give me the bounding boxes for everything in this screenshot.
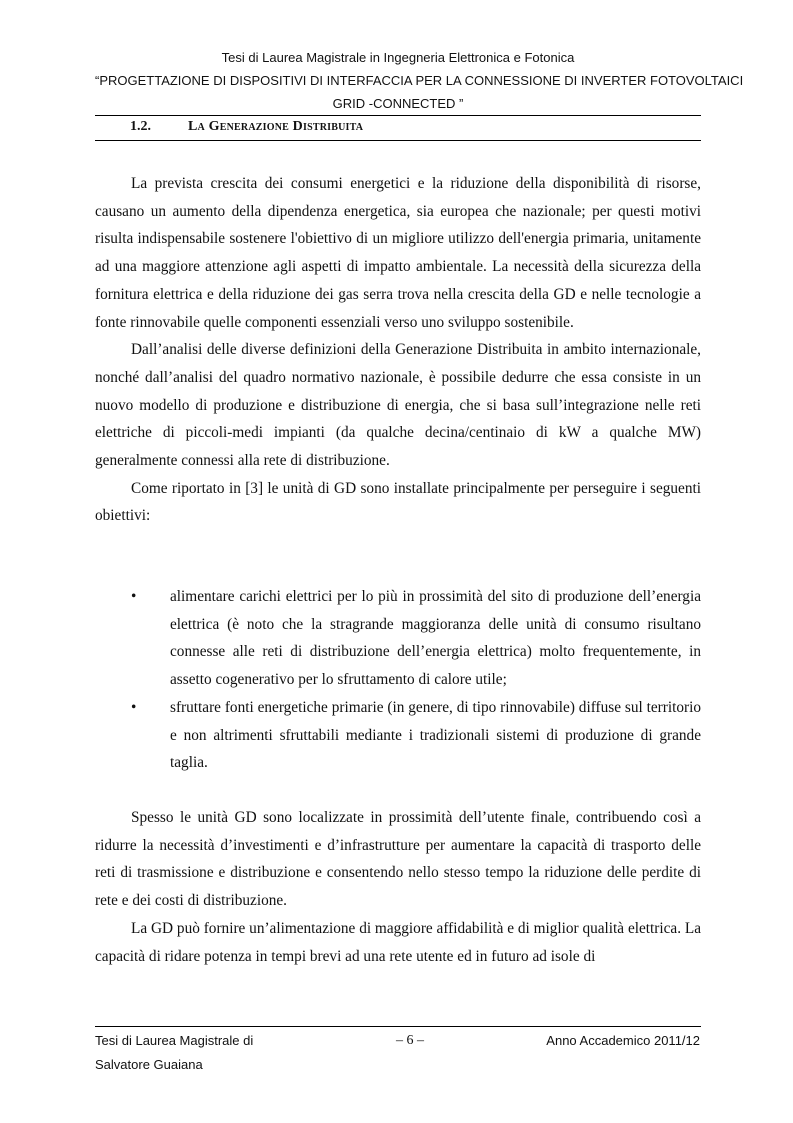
section-number: 1.2. xyxy=(130,119,151,134)
page-number: – 6 – xyxy=(396,1033,424,1048)
header-divider xyxy=(95,115,701,116)
list-item xyxy=(95,694,701,777)
paragraph: La GD può fornire un’alimentazione di maggiore affidabilità e di miglior qualità elettrica. La capacità di ridare potenza in tempi brevi ad una rete utente ed in futuro ad isole di xyxy=(95,919,701,965)
paragraph: Spesso le unità GD sono localizzate in prossimità dell’utente finale, contribuendo così a ridurre la necessità d’investimenti e d’infrastrutture per aumentare la capacità di trasporto delle reti di trasmissione e distribuzione e consentendo nello stesso tempo la riduzione delle perdite di rete e dei costi di distribuzione. xyxy=(95,809,701,910)
footer-author-line-1: Tesi di Laurea Magistrale di xyxy=(95,1033,254,1048)
footer-author-line-2: Salvatore Guaiana xyxy=(95,1057,203,1072)
section-divider xyxy=(95,140,701,141)
section-heading xyxy=(130,117,690,137)
list-item-text: sfruttare fonti energetiche primarie (in genere, di tipo rinnovabile) diffuse sul territorio e non altrimenti sfruttabili mediante i tradizionali sistemi di produzione di grande taglia. xyxy=(170,698,701,772)
list-item-text: alimentare carichi elettrici per lo più in prossimità del sito di produzione dell’energia elettrica (è noto che la stragrande maggioranza delle unità di consumo risultano connesse alle reti di distribuzione dell’energia elettrica) molto frequentemente, in assetto cogenerativo per lo sfruttamento di calore utile; xyxy=(170,588,701,689)
section-title: La Generazione Distribuita xyxy=(188,119,364,134)
bullet-icon: • xyxy=(131,698,137,716)
header-thesis-line: Tesi di Laurea Magistrale in Ingegneria Elettronica e Fotonica xyxy=(221,50,575,65)
header-title-line-2: GRID -CONNECTED ” xyxy=(332,96,464,111)
running-header xyxy=(95,46,744,115)
bullet-icon: • xyxy=(131,588,137,605)
objectives-list xyxy=(95,583,701,777)
paragraph: La prevista crescita dei consumi energetici e la riduzione della disponibilità di risorse, causano un aumento della dipendenza energetica, sia europea che nazionale; per questi motivi risulta indispensabile sostenere l'obiettivo di un migliore utilizzo dell'energia primaria, unitamente ad una maggiore attenzione agli aspetti di impatto ambientale. La necessità della sicurezza della fornitura elettrica e della riduzione dei gas serra trova nella crescita della GD e nelle tecnologie a fonte rinnovabile quelle componenti essenziali verso uno sviluppo sostenibile. xyxy=(95,175,701,331)
header-title-line: “PROGETTAZIONE DI DISPOSITIVI DI INTERFACCIA PER LA CONNESSIONE DI INVERTER FOTOVOLTAICI xyxy=(95,73,744,88)
body-text-top xyxy=(95,170,701,530)
footer-divider xyxy=(95,1026,701,1027)
body-text-bottom xyxy=(95,804,701,970)
paragraph: Dall’analisi delle diverse definizioni della Generazione Distribuita in ambito internazionale, nonché dall’analisi del quadro normativo nazionale, è possibile dedurre che essa consiste in un nuovo modello di produzione e distribuzione di energia, che si basa sull’integrazione nelle reti elettriche di piccoli-medi impianti (da qualche decina/centinaio di kW a qualche MW) generalmente connessi alla rete di distribuzione. xyxy=(95,341,701,470)
footer-academic-year: Anno Accademico 2011/12 xyxy=(546,1033,700,1048)
list-item xyxy=(95,583,701,694)
paragraph: Come riportato in [3] le unità di GD sono installate principalmente per perseguire i seguenti obiettivi: xyxy=(95,479,701,525)
footer-author xyxy=(95,1029,253,1077)
